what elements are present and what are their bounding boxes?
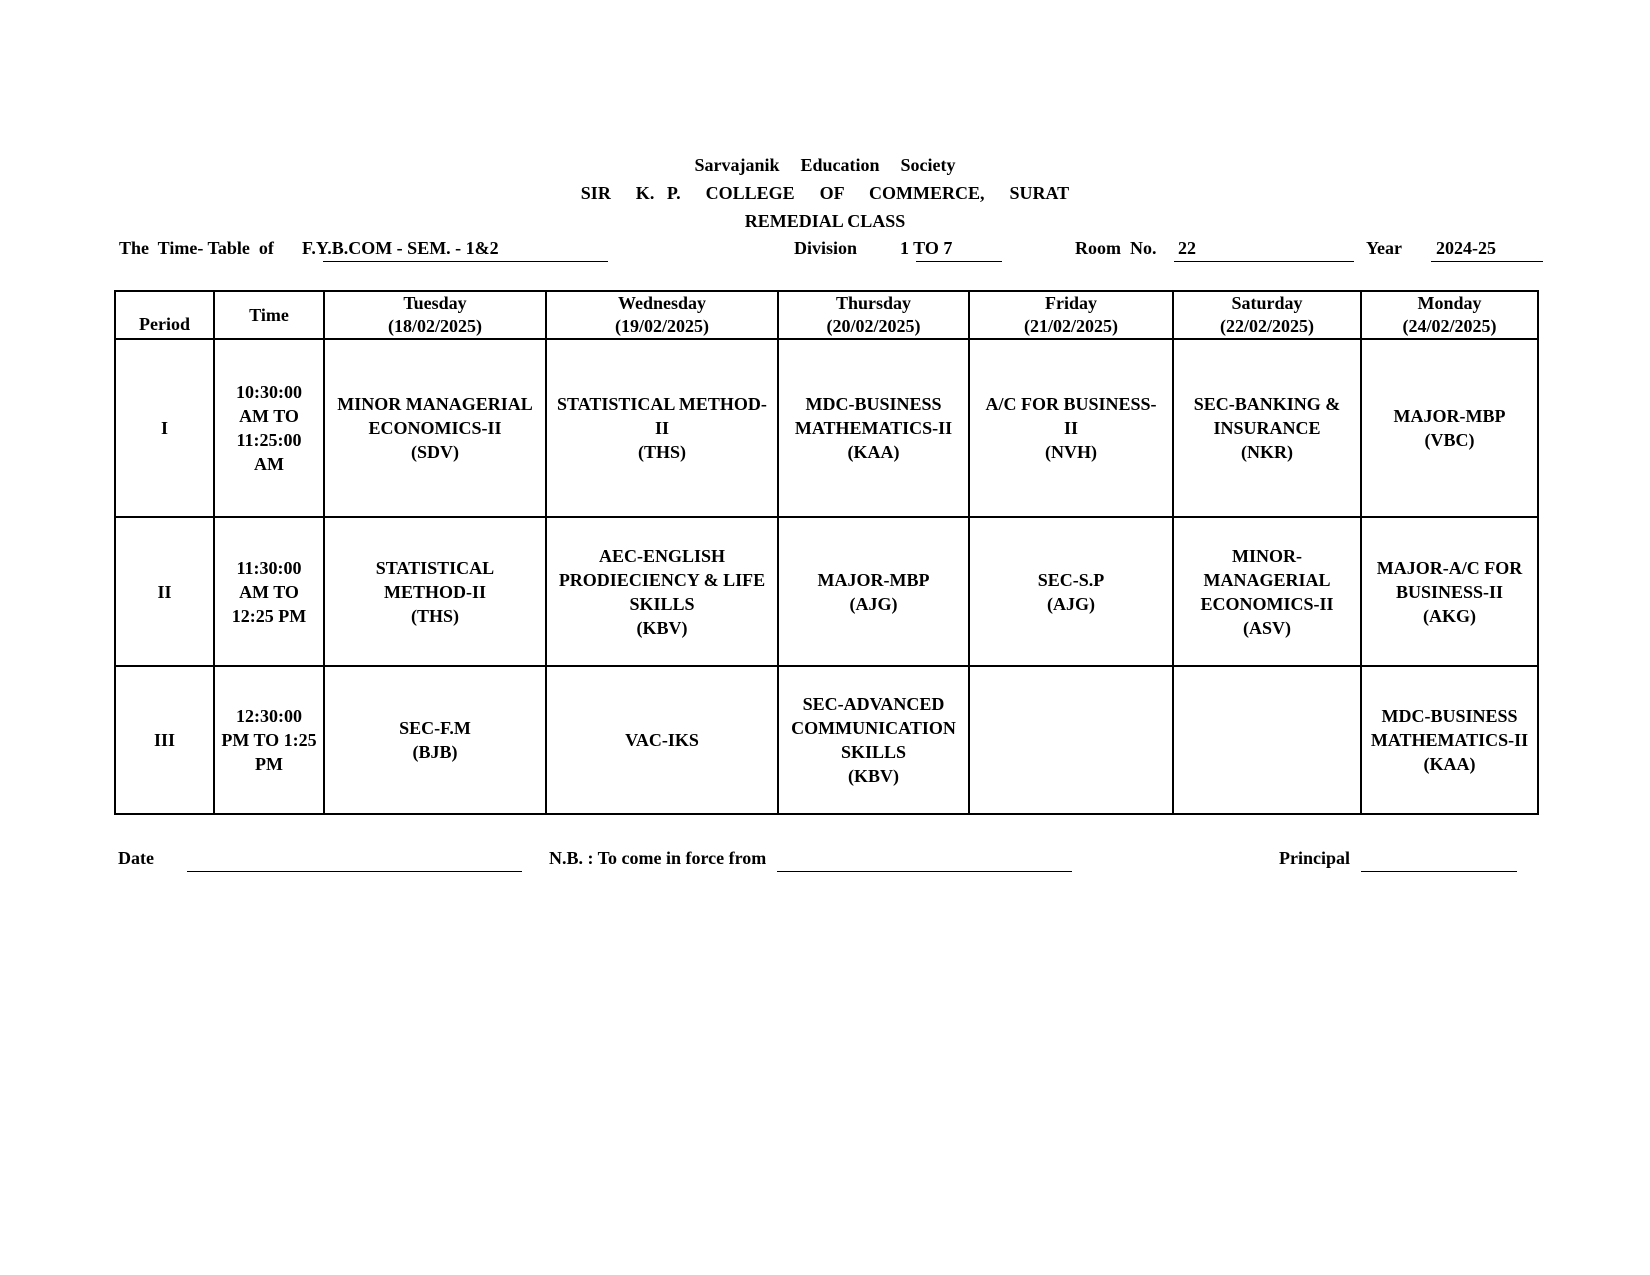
document-subtitle: REMEDIAL CLASS: [744, 211, 906, 231]
subject-cell: SEC-ADVANCED COMMUNICATION SKILLS (KBV): [778, 666, 969, 814]
subject-cell: MINOR- MANAGERIAL ECONOMICS-II (ASV): [1173, 517, 1361, 666]
division-value: 1 TO 7: [900, 238, 953, 258]
period-cell: III: [115, 666, 214, 814]
subject-cell: STATISTICAL METHOD-II (THS): [324, 517, 546, 666]
time-cell: 10:30:00 AM TO 11:25:00 AM: [214, 339, 324, 517]
subject-cell: [1173, 666, 1361, 814]
nb-signature-line: [777, 871, 1072, 872]
day-header: Thursday (20/02/2025): [778, 291, 969, 339]
nb-label: N.B. : To come in force from: [549, 848, 767, 868]
college-name: SIR K. P. COLLEGE OF COMMERCE, SURAT: [580, 183, 1070, 203]
subject-cell: [969, 666, 1173, 814]
subject-cell: MDC-BUSINESS MATHEMATICS-II (KAA): [1361, 666, 1538, 814]
day-header: Monday (24/02/2025): [1361, 291, 1538, 339]
date-label: Date: [118, 848, 154, 868]
room-underline: [1174, 261, 1354, 262]
subject-cell: MAJOR-MBP (AJG): [778, 517, 969, 666]
day-header: Tuesday (18/02/2025): [324, 291, 546, 339]
division-label: Division: [794, 238, 858, 258]
timetable-value: F.Y.B.COM - SEM. - 1&2: [302, 238, 499, 258]
header-row: [115, 291, 1538, 339]
room-value: 22: [1178, 238, 1196, 258]
timetable-grid: [114, 290, 1539, 815]
table-row: [115, 517, 1538, 666]
subject-cell: AEC-ENGLISH PRODIECIENCY & LIFE SKILLS (KBV): [546, 517, 778, 666]
table-row: [115, 666, 1538, 814]
date-signature-line: [187, 871, 522, 872]
division-underline: [916, 261, 1002, 262]
subject-cell: SEC-F.M (BJB): [324, 666, 546, 814]
time-cell: 11:30:00 AM TO 12:25 PM: [214, 517, 324, 666]
subject-cell: STATISTICAL METHOD- II (THS): [546, 339, 778, 517]
day-header: Friday (21/02/2025): [969, 291, 1173, 339]
period-cell: II: [115, 517, 214, 666]
society-name: Sarvajanik Education Society: [694, 155, 956, 175]
subject-cell: MINOR MANAGERIAL ECONOMICS-II (SDV): [324, 339, 546, 517]
subject-cell: SEC-BANKING & INSURANCE (NKR): [1173, 339, 1361, 517]
period-header: Period: [115, 291, 214, 339]
subject-cell: MAJOR-A/C FOR BUSINESS-II (AKG): [1361, 517, 1538, 666]
subject-cell: MDC-BUSINESS MATHEMATICS-II (KAA): [778, 339, 969, 517]
period-cell: I: [115, 339, 214, 517]
time-header: Time: [214, 291, 324, 339]
principal-signature-line: [1361, 871, 1517, 872]
room-label: Room No.: [1075, 238, 1157, 258]
day-header: Wednesday (19/02/2025): [546, 291, 778, 339]
year-value: 2024-25: [1436, 238, 1496, 258]
day-header: Saturday (22/02/2025): [1173, 291, 1361, 339]
subject-cell: VAC-IKS: [546, 666, 778, 814]
principal-label: Principal: [1279, 848, 1350, 868]
subject-cell: A/C FOR BUSINESS- II (NVH): [969, 339, 1173, 517]
time-cell: 12:30:00 PM TO 1:25 PM: [214, 666, 324, 814]
table-row: [115, 339, 1538, 517]
subject-cell: SEC-S.P (AJG): [969, 517, 1173, 666]
subject-cell: MAJOR-MBP (VBC): [1361, 339, 1538, 517]
year-label: Year: [1366, 238, 1402, 258]
timetable-label: The Time- Table of: [119, 238, 274, 258]
timetable-underline: [323, 261, 608, 262]
year-underline: [1431, 261, 1543, 262]
